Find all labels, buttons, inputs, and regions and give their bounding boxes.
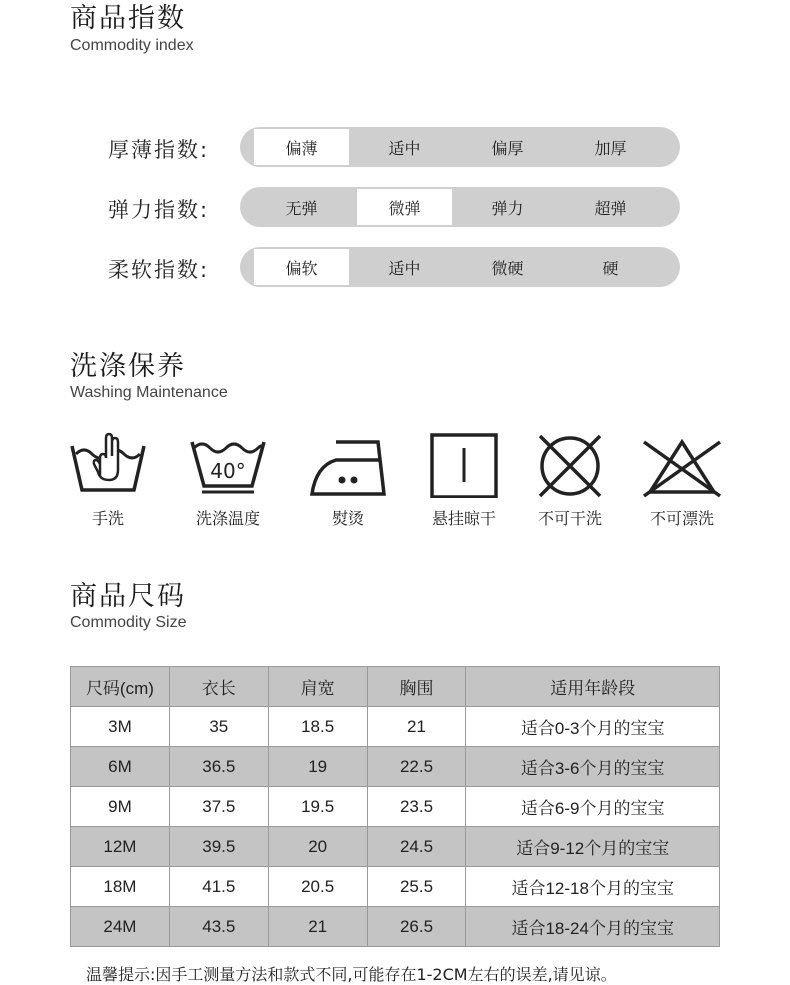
header-length: 衣长 bbox=[169, 667, 268, 707]
softness-option-slightly-hard: 微硬 bbox=[491, 258, 524, 278]
cell-length: 43.5 bbox=[169, 907, 268, 947]
cell-chest: 26.5 bbox=[367, 907, 466, 947]
cell-age: 适合12-18个月的宝宝 bbox=[466, 867, 720, 907]
elasticity-option-none: 无弹 bbox=[285, 198, 318, 218]
cell-age: 适合0-3个月的宝宝 bbox=[466, 707, 720, 747]
cell-shoulder: 19.5 bbox=[268, 787, 367, 827]
table-row bbox=[71, 827, 720, 867]
cell-age: 适合9-12个月的宝宝 bbox=[466, 827, 720, 867]
index-section-title: 商品指数 bbox=[70, 3, 186, 34]
elasticity-index-label: 弹力指数: bbox=[108, 198, 210, 222]
header-shoulder: 肩宽 bbox=[268, 667, 367, 707]
cell-size: 24M bbox=[71, 907, 170, 947]
size-table bbox=[70, 666, 720, 947]
softness-index-bar bbox=[240, 247, 680, 287]
cell-chest: 24.5 bbox=[367, 827, 466, 867]
index-section-subtitle: Commodity index bbox=[70, 37, 194, 54]
table-row bbox=[71, 907, 720, 947]
size-section-subtitle: Commodity Size bbox=[70, 614, 187, 631]
size-section-title: 商品尺码 bbox=[70, 581, 186, 612]
header-size: 尺码(cm) bbox=[71, 667, 170, 707]
care-item-no-dry-clean bbox=[515, 432, 625, 529]
cell-shoulder: 19 bbox=[268, 747, 367, 787]
softness-option-soft: 偏软 bbox=[254, 249, 349, 285]
wash-temperature-icon bbox=[188, 432, 268, 498]
size-note: 温馨提示:因手工测量方法和款式不同,可能存在1-2CM左右的误差,请见谅。 bbox=[86, 965, 617, 984]
hang-dry-icon bbox=[424, 432, 504, 498]
elasticity-index-bar bbox=[240, 187, 680, 227]
cell-size: 12M bbox=[71, 827, 170, 867]
cell-size: 3M bbox=[71, 707, 170, 747]
softness-option-medium: 适中 bbox=[388, 258, 421, 278]
cell-age: 适合3-6个月的宝宝 bbox=[466, 747, 720, 787]
cell-age: 适合18-24个月的宝宝 bbox=[466, 907, 720, 947]
no-bleach-icon bbox=[642, 432, 722, 498]
cell-length: 41.5 bbox=[169, 867, 268, 907]
table-row bbox=[71, 867, 720, 907]
cell-length: 37.5 bbox=[169, 787, 268, 827]
cell-length: 36.5 bbox=[169, 747, 268, 787]
hand-wash-icon bbox=[68, 432, 148, 498]
elasticity-option-slight: 微弹 bbox=[357, 189, 452, 225]
cell-size: 6M bbox=[71, 747, 170, 787]
thickness-option-medium: 适中 bbox=[388, 138, 421, 158]
cell-chest: 23.5 bbox=[367, 787, 466, 827]
care-label-hand-wash: 手洗 bbox=[91, 509, 124, 528]
cell-length: 35 bbox=[169, 707, 268, 747]
care-section-subtitle: Washing Maintenance bbox=[70, 384, 228, 401]
cell-size: 9M bbox=[71, 787, 170, 827]
table-row bbox=[71, 747, 720, 787]
cell-length: 39.5 bbox=[169, 827, 268, 867]
wash-temperature-text: 40° bbox=[210, 459, 246, 483]
cell-shoulder: 20.5 bbox=[268, 867, 367, 907]
softness-option-hard: 硬 bbox=[602, 258, 619, 278]
cell-chest: 22.5 bbox=[367, 747, 466, 787]
elasticity-option-super: 超弹 bbox=[594, 198, 627, 218]
cell-size: 18M bbox=[71, 867, 170, 907]
header-chest: 胸围 bbox=[367, 667, 466, 707]
no-dry-clean-icon bbox=[530, 432, 610, 498]
care-item-iron bbox=[293, 432, 403, 529]
care-label-no-dry-clean: 不可干洗 bbox=[537, 509, 602, 528]
thickness-index-label: 厚薄指数: bbox=[108, 138, 210, 162]
thickness-option-thick: 偏厚 bbox=[491, 138, 524, 158]
softness-index-label: 柔软指数: bbox=[108, 258, 210, 282]
care-item-hand-wash bbox=[53, 432, 163, 529]
care-label-iron: 熨烫 bbox=[331, 509, 364, 528]
thickness-option-thin: 偏薄 bbox=[254, 129, 349, 165]
table-row bbox=[71, 707, 720, 747]
care-section-title: 洗涤保养 bbox=[70, 351, 186, 382]
thickness-option-extra-thick: 加厚 bbox=[594, 138, 627, 158]
cell-shoulder: 20 bbox=[268, 827, 367, 867]
cell-age: 适合6-9个月的宝宝 bbox=[466, 787, 720, 827]
header-age: 适用年龄段 bbox=[466, 667, 720, 707]
cell-chest: 21 bbox=[367, 707, 466, 747]
elasticity-option-elastic: 弹力 bbox=[491, 198, 524, 218]
care-item-hang-dry bbox=[409, 432, 519, 529]
iron-icon bbox=[308, 432, 388, 498]
thickness-index-bar bbox=[240, 127, 680, 167]
table-row bbox=[71, 787, 720, 827]
care-label-wash-temperature: 洗涤温度 bbox=[195, 509, 260, 528]
cell-chest: 25.5 bbox=[367, 867, 466, 907]
care-label-no-bleach: 不可漂洗 bbox=[649, 509, 714, 528]
cell-shoulder: 21 bbox=[268, 907, 367, 947]
size-table-header bbox=[71, 667, 720, 707]
cell-shoulder: 18.5 bbox=[268, 707, 367, 747]
care-item-no-bleach bbox=[627, 432, 737, 529]
care-item-wash-temperature bbox=[173, 432, 283, 529]
care-label-hang-dry: 悬挂晾干 bbox=[431, 509, 496, 528]
